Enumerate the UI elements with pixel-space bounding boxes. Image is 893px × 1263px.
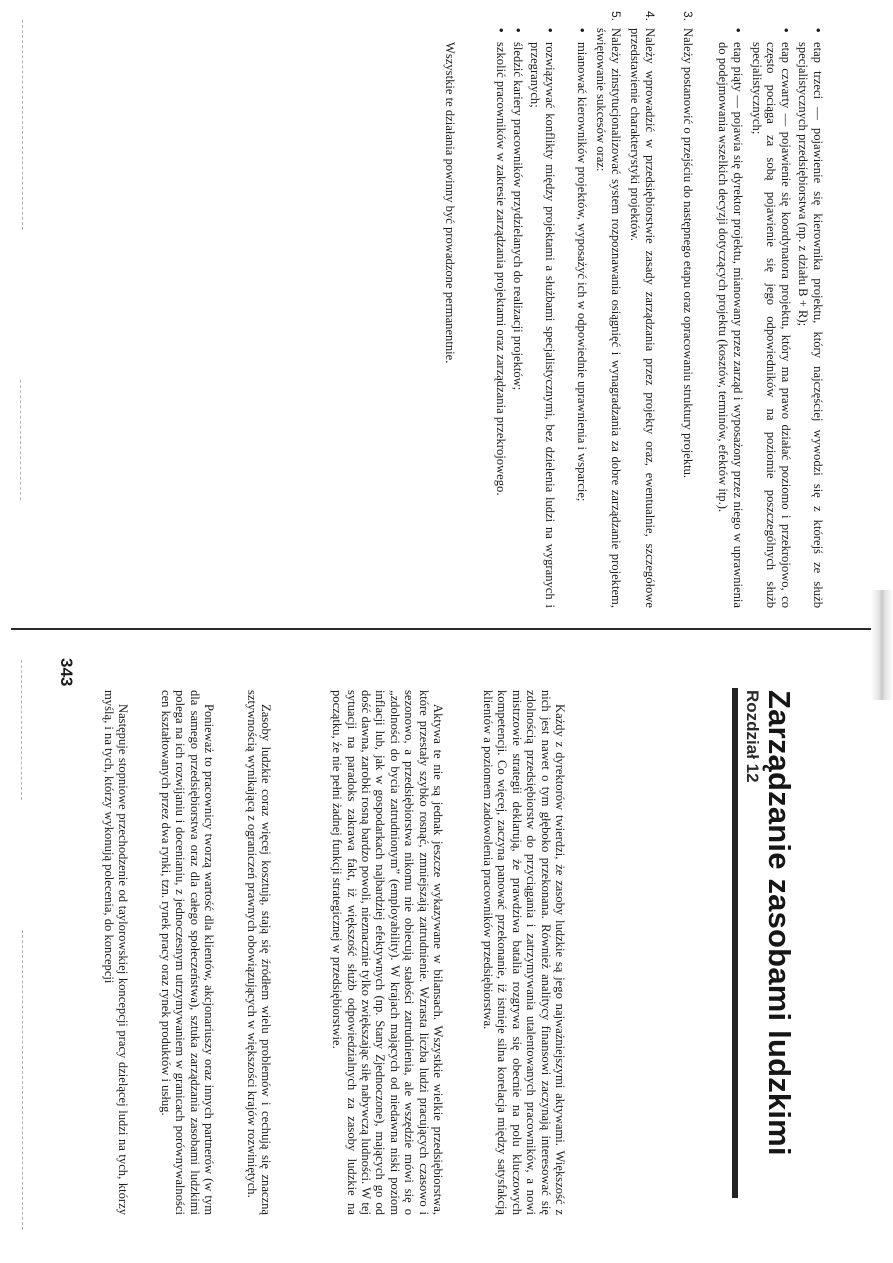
chapter-heading-rule — [732, 688, 738, 1198]
closing-sentence — [443, 42, 458, 602]
list-item — [511, 28, 526, 608]
bullet-marker: • — [811, 28, 826, 33]
right-page — [10, 640, 885, 1255]
list-item — [494, 28, 509, 608]
list-item — [575, 28, 590, 608]
list-item — [681, 11, 696, 608]
body-paragraph: Następuje stopniowe przechodzenie od taylorowskiej koncepcji pracy dzielącej ludzi na tych, którzy myślą, i na tych, którzy wykonują polecenia, do koncepcji — [101, 690, 130, 1215]
number-marker: 3. — [681, 11, 695, 22]
list-item — [750, 28, 794, 608]
list-item-text: Należy wprowadzić w przedsiębiorstwie zasady zarządzania przez projekty oraz, ewentualnie, szczegółowe przedstawienie charakterystyki projektów. — [628, 28, 657, 608]
list-item — [628, 11, 657, 608]
left-page — [10, 8, 885, 618]
list-item — [528, 28, 558, 608]
body-paragraph: Aktywa te nie są jednak jeszcze wykazywane w bilansach. Wszystkie wielkie przedsiębiorstwa, które przestały szybko rosnąć, zmniejszają zatrudnienie. Wzrasta liczba ludzi pracujących czasowo i sezonowo, a przedsiębiorstwa nikomu nie obiecują stałości zatrudnienia, ale wszędzie mówi się o „zdolności do bycia zatrudnionym” (employability). W krajach mających od niedawna niski poziom inflacji lub, jak w gospodarkach najbardziej efektywnych (np. Stany Zjednoczone), mających go od dość dawna, zarobki rosną bardzo powoli, nieznacznie tylko zwiększając siłę nabywczą ludności. W tej sytuacji na paradoks zakrawa fakt, iż większość służb odpowiedzialnych za zasoby ludzkie na początku, że nie pełni żadnej funkcji strategicznej w przedsiębiorstwie. — [330, 690, 445, 1215]
bullet-marker: • — [779, 28, 794, 33]
list-item-text: etap czwarty — pojawienie się koordynatora projektu, który ma prawo działać poziomo i przekrojowo, co często pociąga za sobą pojawienie się jego odpowiedników na poziomie poszczególnych służb specjalistycznych; — [750, 42, 793, 608]
list-item-text: śledzić kariery pracowników przydzielanych do realizacji projektów; — [511, 42, 525, 391]
bullet-marker: • — [731, 28, 746, 33]
closing-text: Wszystkie te działania powinny być prowadzone permanentnie. — [443, 42, 457, 364]
list-item — [594, 11, 623, 608]
bullet-marker: • — [494, 28, 509, 33]
list-item-text: etap trzeci — pojawienie się kierownika projektu, który najczęściej wywodzi się z którejś ze służb specjalistycznych przedsiębiorstwa (np. z działu B + R); — [796, 42, 825, 608]
bullet-marker: • — [511, 28, 526, 33]
list-item-text: Należy postanowić o przejściu do następnego etapu oraz opracowaniu struktury projektu. — [681, 28, 695, 479]
list-item-text: mianować kierowników projektów, wyposażyć ich w odpowiednie uprawnienia i wsparcie; — [575, 42, 589, 502]
page-number: 343 — [57, 658, 76, 687]
list-item — [796, 28, 826, 608]
body-paragraph: Zasoby ludzkie coraz więcej kosztują, stają się źródłem wielu problemów i cechują się znaczną sztywnością wynikającą z ograniczeń prawnych obowiązujących w większości krajów rozwiniętych. — [244, 690, 273, 1215]
list-item-text: etap piąty — pojawia się dyrektor projektu, mianowany przez zarząd i wyposażony przez niego w uprawnienia do podejmowania wszelkich decyzji dotyczących projektu (kosztów, terminów, efektów itp.). — [716, 42, 745, 608]
bullet-marker: • — [575, 28, 590, 33]
page-gutter — [11, 628, 871, 630]
list-item-text: rozwiązywać konflikty między projektami a służbami specjalistycznymi, bez dzielenia ludzi na wygranych i przegranych; — [528, 42, 557, 608]
body-paragraph: Każdy z dyrektorów twierdzi, że zasoby ludzkie są jego najważniejszymi aktywami. Większość z nich jest nawet o tym głęboko przekonana. Również analitycy finansowi zaczynają interesować się zdolnością przedsiębiorstw do przyciągania i zatrzymywania utalentowanych pracowników, a nowi mistrzowie strategii deklarują, że prawdziwa batalia rozgrywa się obecnie na polu kluczowych kompetencji. Co więcej, zaczyna panować przekonanie, iż istnieje silna korelacja między satysfakcją klientów a poziomem zadowolenia pracowników przedsiębiorstwa. — [480, 690, 567, 1215]
chapter-label: Rozdział 12 — [743, 690, 762, 783]
list-item-text: szkolić pracowników w zakresie zarządzania projektami oraz zarządzania przekrojowego. — [494, 42, 508, 496]
chapter-title: Zarządzanie zasobami ludzkimi — [762, 690, 797, 1156]
list-item-text: Należy zinstytucjonalizować system rozpoznawania osiągnięć i wynagradzania za dobre zarządzanie projektem, świętowanie sukcesów oraz: — [594, 28, 623, 608]
number-marker: 4. — [643, 11, 657, 22]
body-paragraph: Ponieważ to pracownicy tworzą wartość dla klientów, akcjonariuszy oraz innych partnerów (w tym dla samego przedsiębiorstwa oraz dla całego społeczeństwa), sztuka zarządzania zasobami ludzkimi polega na ich rozwijaniu i docenianiu, z jednoczesnym utrzymywaniem w granicach porównywalności cen kształtowanych przez dwa rynki, tzn. rynek pracy oraz rynek produktów i usług. — [158, 690, 216, 1215]
list-item — [716, 28, 746, 608]
bullet-marker: • — [543, 28, 558, 33]
number-marker: 5. — [609, 11, 623, 22]
